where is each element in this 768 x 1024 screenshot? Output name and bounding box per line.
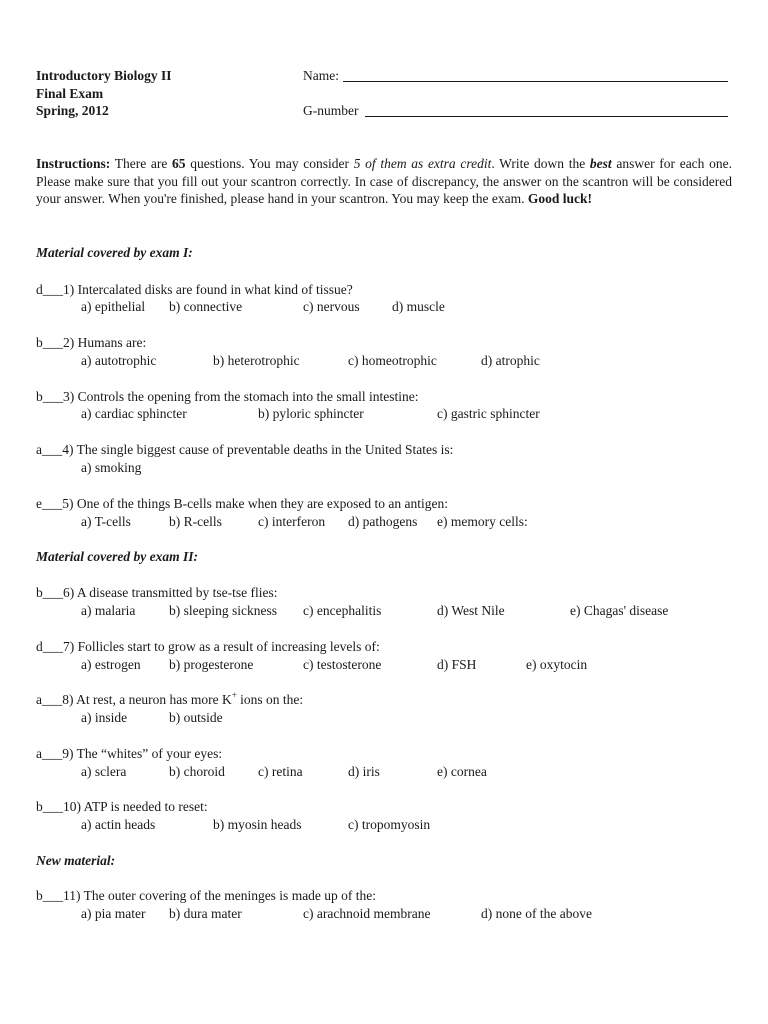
option: c) homeotrophic bbox=[348, 353, 437, 368]
answer-blank: ___ bbox=[42, 389, 63, 404]
option: d) atrophic bbox=[481, 353, 540, 368]
instructions-text: There are bbox=[110, 156, 173, 171]
option: a) malaria bbox=[81, 603, 136, 618]
extra-credit-note: 5 of them as extra credit bbox=[353, 156, 492, 171]
question-4 bbox=[36, 441, 453, 458]
question-count: 65 bbox=[172, 156, 186, 171]
question-8 bbox=[36, 691, 303, 708]
option: b) connective bbox=[169, 299, 243, 314]
question-10 bbox=[36, 798, 208, 815]
section-heading-new-material: New material: bbox=[36, 853, 116, 868]
option: c) gastric sphincter bbox=[437, 406, 540, 421]
exam-title: Final Exam bbox=[36, 86, 104, 101]
question-text: 7) Follicles start to grow as a result of increasing levels of: bbox=[63, 639, 380, 654]
answer-letter[interactable]: a bbox=[36, 442, 42, 457]
answer-letter[interactable]: d bbox=[36, 282, 43, 297]
gnumber-label: G-number bbox=[303, 103, 359, 118]
question-1 bbox=[36, 281, 353, 298]
answer-blank: ___ bbox=[42, 282, 63, 297]
option: c) nervous bbox=[303, 299, 360, 314]
answer-letter[interactable]: b bbox=[36, 389, 43, 404]
section-heading-exam-2: Material covered by exam II: bbox=[36, 549, 198, 564]
option: d) FSH bbox=[437, 657, 477, 672]
option: c) retina bbox=[258, 764, 303, 779]
option: a) estrogen bbox=[81, 657, 141, 672]
option: d) iris bbox=[348, 764, 380, 779]
answer-letter[interactable]: b bbox=[36, 888, 43, 903]
course-title: Introductory Biology II bbox=[36, 68, 172, 83]
option: a) smoking bbox=[81, 460, 142, 475]
answer-letter[interactable]: a bbox=[36, 692, 42, 707]
question-3 bbox=[36, 388, 418, 405]
question-text: 1) Intercalated disks are found in what kind of tissue? bbox=[63, 282, 353, 297]
option: a) sclera bbox=[81, 764, 127, 779]
option: b) sleeping sickness bbox=[169, 603, 277, 618]
question-6 bbox=[36, 584, 277, 601]
question-9 bbox=[36, 745, 222, 762]
option: b) myosin heads bbox=[213, 817, 302, 832]
instructions-text: . Write down the bbox=[491, 156, 590, 171]
option: b) outside bbox=[169, 710, 223, 725]
question-text: 4) The single biggest cause of preventable deaths in the United States is: bbox=[62, 442, 454, 457]
option: a) cardiac sphincter bbox=[81, 406, 187, 421]
name-line[interactable] bbox=[343, 81, 728, 82]
option: b) R-cells bbox=[169, 514, 222, 529]
answer-letter[interactable]: b bbox=[36, 799, 43, 814]
answer-blank: ___ bbox=[42, 746, 63, 761]
option: b) progesterone bbox=[169, 657, 254, 672]
instructions-lead: Instructions: bbox=[36, 156, 111, 171]
option: a) inside bbox=[81, 710, 128, 725]
question-text: 9) The “whites” of your eyes: bbox=[62, 746, 223, 761]
question-text: 5) One of the things B-cells make when they are exposed to an antigen: bbox=[62, 496, 449, 511]
option: e) cornea bbox=[437, 764, 487, 779]
gnumber-line[interactable] bbox=[365, 116, 728, 117]
option: d) none of the above bbox=[481, 906, 592, 921]
section-heading-exam-1: Material covered by exam I: bbox=[36, 245, 193, 260]
option: a) epithelial bbox=[81, 299, 146, 314]
answer-blank: ___ bbox=[42, 442, 63, 457]
answer-blank: ___ bbox=[42, 888, 63, 903]
answer-letter[interactable]: e bbox=[36, 496, 42, 511]
option: a) actin heads bbox=[81, 817, 156, 832]
option: c) testosterone bbox=[303, 657, 382, 672]
answer-blank: ___ bbox=[42, 335, 63, 350]
superscript-plus: + bbox=[231, 689, 237, 700]
question-text: 3) Controls the opening from the stomach into the small intestine: bbox=[63, 389, 419, 404]
option: a) autotrophic bbox=[81, 353, 157, 368]
option: b) heterotrophic bbox=[213, 353, 300, 368]
option: b) pyloric sphincter bbox=[258, 406, 364, 421]
option: a) pia mater bbox=[81, 906, 146, 921]
option: e) oxytocin bbox=[526, 657, 588, 672]
option: d) West Nile bbox=[437, 603, 505, 618]
option: c) arachnoid membrane bbox=[303, 906, 431, 921]
good-luck: Good luck! bbox=[527, 191, 592, 207]
question-text: 8) At rest, a neuron has more K bbox=[62, 692, 232, 707]
question-5 bbox=[36, 495, 448, 512]
option: d) pathogens bbox=[348, 514, 418, 529]
instructions-text: questions. You may consider bbox=[185, 156, 354, 171]
question-text: 6) A disease transmitted by tse-tse flies: bbox=[63, 585, 278, 600]
exam-term: Spring, 2012 bbox=[36, 103, 109, 118]
question-7 bbox=[36, 638, 380, 655]
question-11 bbox=[36, 887, 376, 904]
name-label: Name: bbox=[303, 68, 339, 83]
instructions-paragraph bbox=[36, 155, 732, 208]
answer-blank: ___ bbox=[42, 496, 63, 511]
answer-blank: ___ bbox=[42, 639, 63, 654]
instructions-text: answer for each one. Please make sure that you fill out your scantron correctly. In case of discrepancy, the answer on the scantron will be considered your answer. When you're finished, please hand in your scantron. You may keep the exam. bbox=[36, 156, 732, 207]
answer-letter[interactable]: b bbox=[36, 335, 43, 350]
question-2 bbox=[36, 334, 146, 351]
question-text: 2) Humans are: bbox=[63, 335, 147, 350]
question-text: 11) The outer covering of the meninges is made up of the: bbox=[63, 888, 377, 903]
answer-blank: ___ bbox=[42, 692, 63, 707]
answer-blank: ___ bbox=[42, 585, 63, 600]
question-text: 10) ATP is needed to reset: bbox=[63, 799, 208, 814]
answer-letter[interactable]: b bbox=[36, 585, 43, 600]
option: c) interferon bbox=[258, 514, 326, 529]
option: a) T-cells bbox=[81, 514, 131, 529]
option: c) encephalitis bbox=[303, 603, 382, 618]
option: b) choroid bbox=[169, 764, 225, 779]
answer-letter[interactable]: d bbox=[36, 639, 43, 654]
option: d) muscle bbox=[392, 299, 445, 314]
option: e) Chagas' disease bbox=[570, 603, 669, 618]
answer-letter[interactable]: a bbox=[36, 746, 42, 761]
option: b) dura mater bbox=[169, 906, 242, 921]
best-emphasis: best bbox=[589, 156, 612, 171]
question-text: ions on the: bbox=[236, 692, 304, 707]
answer-blank: ___ bbox=[42, 799, 63, 814]
option: e) memory cells: bbox=[437, 514, 528, 529]
option: c) tropomyosin bbox=[348, 817, 431, 832]
